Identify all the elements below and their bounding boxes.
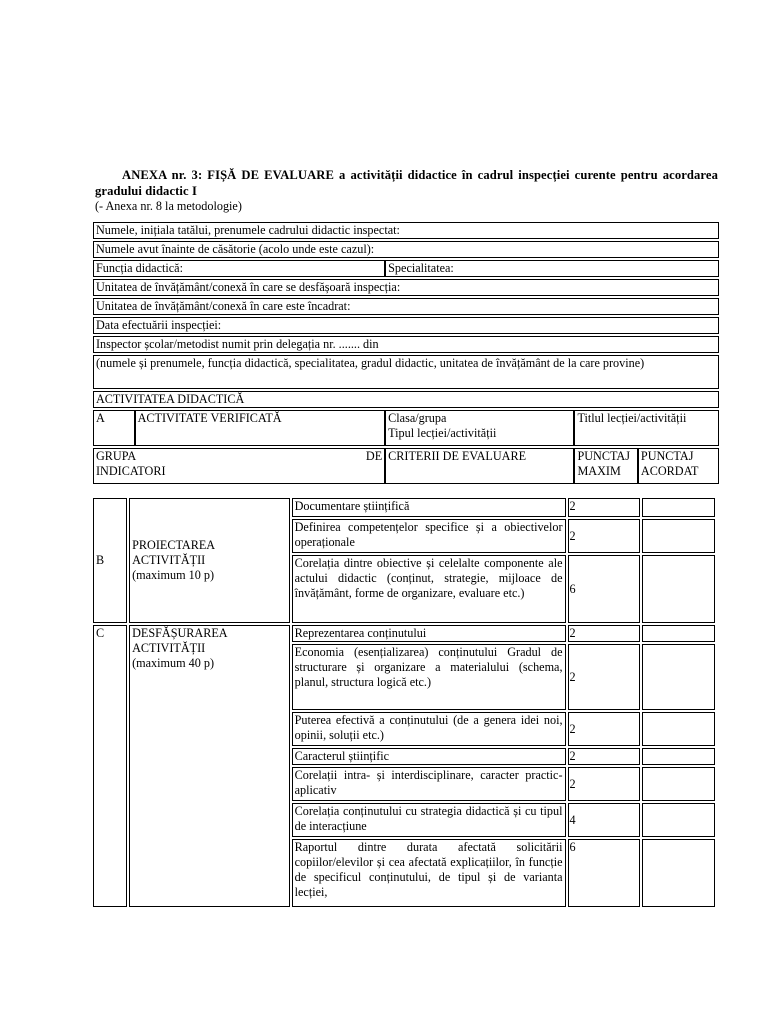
criterion-text: Reprezentarea conținutului [292, 625, 566, 642]
criterion-text: Caracterul științific [292, 748, 566, 765]
document-header [95, 167, 718, 214]
section-a-row [93, 410, 719, 446]
awarded-points-input[interactable] [642, 803, 715, 837]
lesson-title-field[interactable]: Titlul lecției/activității [574, 410, 719, 446]
section-a-label: ACTIVITATE VERIFICATĂ [135, 410, 386, 446]
criterion-text: Puterea efectivă a conținutului (de a genera idei noi, opinii, soluții etc.) [292, 712, 566, 746]
inspector-field[interactable]: Inspector școlar/metodist numit prin delegația nr. ....... din [93, 336, 719, 353]
evaluation-table [91, 496, 717, 909]
group-indicators-header [93, 448, 385, 484]
criteria-header: CRITERII DE EVALUARE [385, 448, 574, 484]
section-b-max: (maximum 10 p) [132, 568, 215, 582]
awarded-points-input[interactable] [642, 767, 715, 801]
criterion-text-clip: Raportul dintre durata afectată solicitării copiilor/elevilor și cea afectată explicațiilor, în funcție de specificul conținutului, de tipul și de varianta lecției, [294, 840, 563, 899]
lesson-type-label: Tipul lecției/activității [388, 426, 497, 440]
info-row [93, 260, 719, 277]
class-group-label: Clasa/grupa [388, 411, 447, 425]
section-c-label [129, 625, 290, 907]
awarded-points-input[interactable] [642, 498, 715, 517]
awarded-points-input[interactable] [642, 644, 715, 710]
group-header-word: GRUPA [96, 449, 137, 463]
max-points-value: 2 [568, 498, 640, 517]
section-b-title: PROIECTAREA ACTIVITĂȚII [132, 538, 215, 567]
awarded-points-input[interactable] [642, 839, 715, 907]
class-and-type-cell[interactable] [385, 410, 574, 446]
group-header-word: DE [365, 449, 383, 463]
max-points-value: 2 [568, 712, 640, 746]
group-header-word: INDICATORI [96, 464, 166, 478]
maiden-name-field[interactable]: Numele avut înainte de căsătorie (acolo unde este cazul): [93, 241, 719, 258]
function-field[interactable]: Funcția didactică: [93, 260, 385, 277]
max-points-value: 6 [568, 839, 640, 907]
specialty-field[interactable]: Specialitatea: [385, 260, 719, 277]
column-header-row [93, 448, 719, 484]
inspection-date-field[interactable]: Data efectuării inspecției: [93, 317, 719, 334]
criterion-text: Economia (esențializarea) conținutului Gradul de structurare și organizare a materialului (schema, planul, structura logică etc.) [292, 644, 566, 710]
info-row [93, 317, 719, 334]
info-row [93, 336, 719, 353]
max-points-value: 2 [568, 748, 640, 765]
criterion-text: Corelația conținutului cu strategia didactică și cu tipul de interacțiune [292, 803, 566, 837]
awarded-points-input[interactable] [642, 555, 715, 623]
criterion-text: Documentare științifică [292, 498, 566, 517]
document-subtitle: (- Anexa nr. 8 la metodologie) [95, 199, 242, 213]
section-c-max: (maximum 40 p) [132, 656, 215, 670]
max-points-value: 2 [568, 625, 640, 642]
info-row [93, 241, 719, 258]
activity-heading: ACTIVITATEA DIDACTICĂ [93, 391, 719, 408]
awarded-points-input[interactable] [642, 748, 715, 765]
criterion-text: Corelația dintre obiective și celelalte componente ale actului didactic (conținut, strategie, mijloace de învățământ, forme de organizare, evaluare etc.) [292, 555, 566, 623]
awarded-points-input[interactable] [642, 519, 715, 553]
section-b-letter: B [93, 498, 127, 623]
document-title: ANEXA nr. 3: FIȘĂ DE EVALUARE a activității didactice în cadrul inspecției curente pentru acordarea gradului didactic I [95, 168, 718, 198]
teacher-name-field[interactable]: Numele, inițiala tatălui, prenumele cadrului didactic inspectat: [93, 222, 719, 239]
info-row [93, 222, 719, 239]
inspector-details-field[interactable]: (numele și prenumele, funcția didactică, specialitatea, gradul didactic, unitatea de învățământ de la care provine) [93, 355, 719, 389]
section-c-letter: C [93, 625, 127, 907]
max-points-value: 2 [568, 644, 640, 710]
info-row [93, 298, 719, 315]
awarded-points-input[interactable] [642, 712, 715, 746]
max-points-header: PUNCTAJ MAXIM [574, 448, 637, 484]
max-points-value: 6 [568, 555, 640, 623]
criterion-text: Corelații intra- și interdisciplinare, caracter practic-aplicativ [292, 767, 566, 801]
awarded-points-header: PUNCTAJ ACORDAT [638, 448, 719, 484]
inspection-unit-field[interactable]: Unitatea de învățământ/conexă în care se desfășoară inspecția: [93, 279, 719, 296]
criterion-text: Definirea competențelor specifice și a obiectivelor operaționale [292, 519, 566, 553]
info-row [93, 391, 719, 408]
max-points-value: 2 [568, 767, 640, 801]
max-points-value: 4 [568, 803, 640, 837]
section-b-label [129, 498, 290, 623]
info-row [93, 279, 719, 296]
awarded-points-input[interactable] [642, 625, 715, 642]
criterion-text [292, 839, 566, 907]
section-c-title: DESFĂȘURAREA ACTIVITĂȚII [132, 626, 227, 655]
info-row [93, 355, 719, 389]
max-points-value: 2 [568, 519, 640, 553]
criteria-row [93, 498, 715, 517]
criteria-row [93, 625, 715, 642]
employment-unit-field[interactable]: Unitatea de învățământ/conexă în care este încadrat: [93, 298, 719, 315]
section-a-letter: A [93, 410, 135, 446]
identification-table [93, 220, 719, 486]
